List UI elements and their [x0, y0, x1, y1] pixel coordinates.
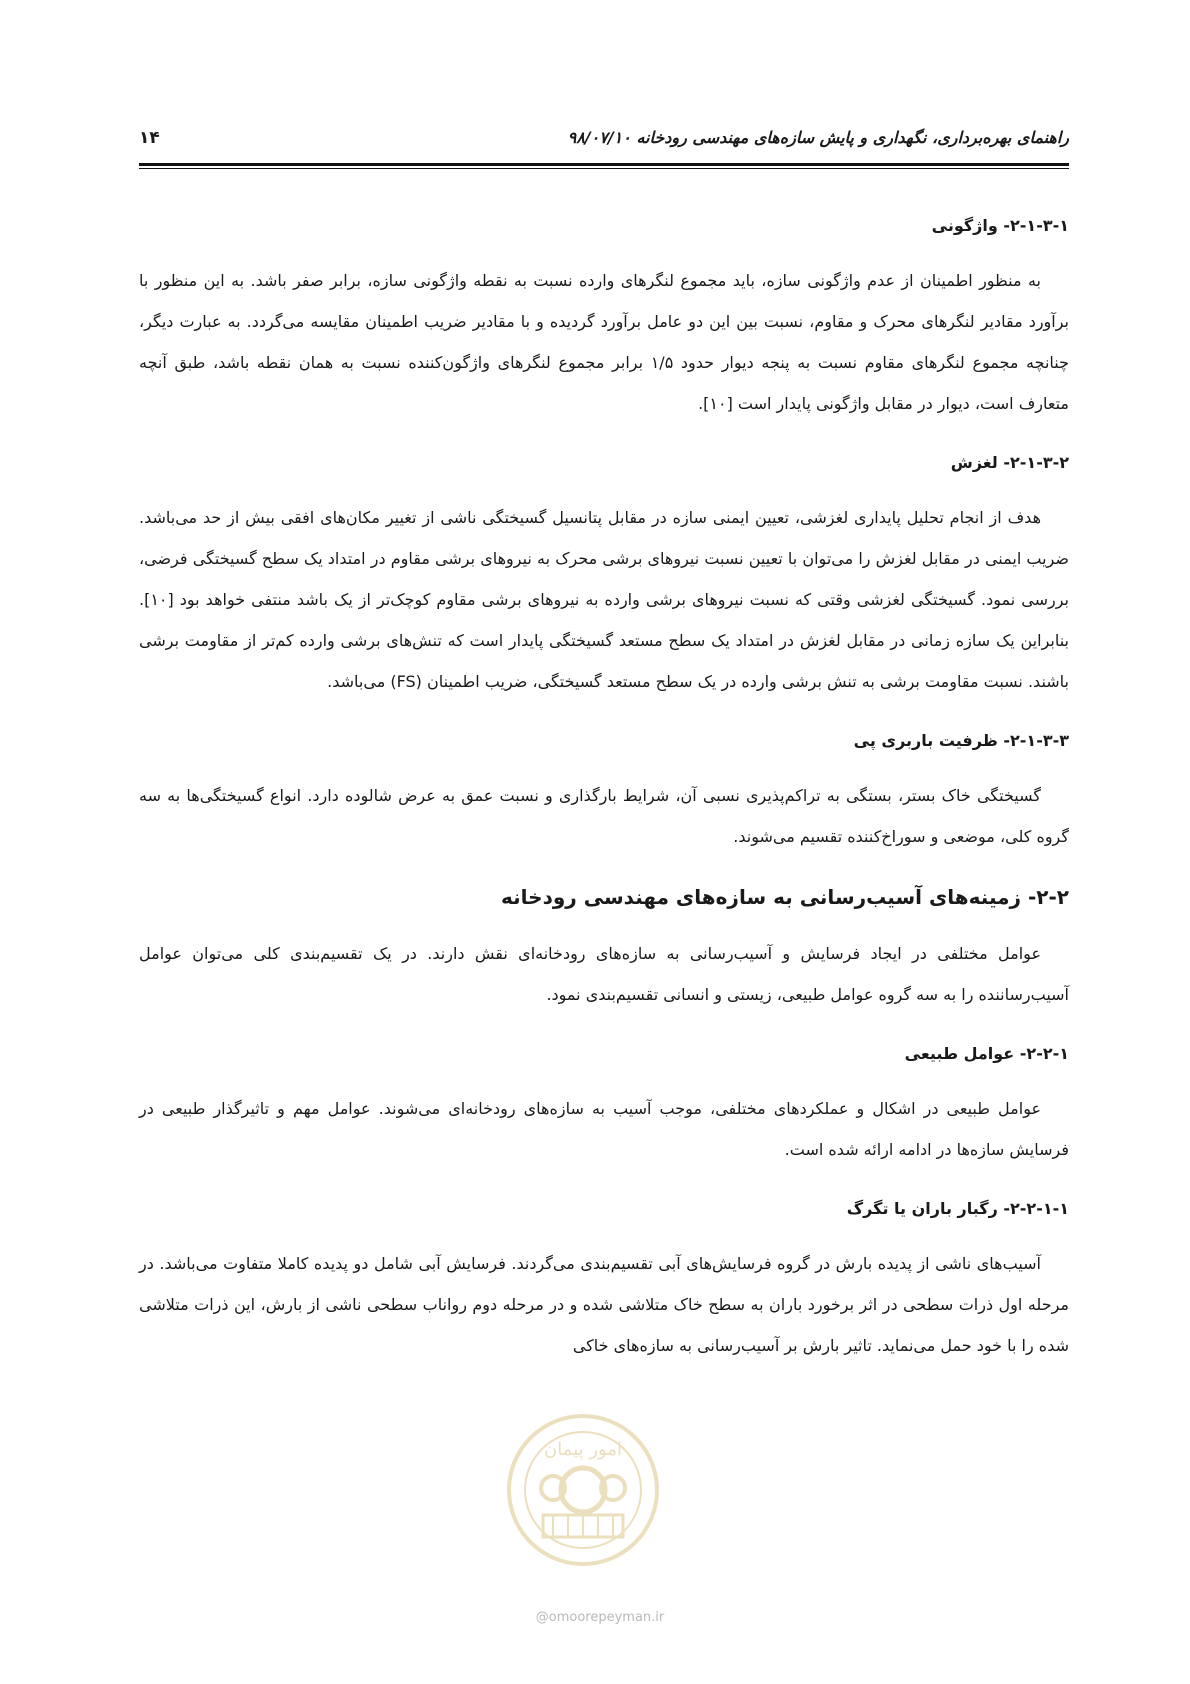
page-header — [139, 128, 1069, 162]
heading-overturning: ۲-۱-۳-۱- واژگونی — [931, 216, 1069, 235]
watermark-url: @omoorepeyman.ir — [535, 1610, 665, 1625]
stamp-text: امور پیمان — [544, 1439, 622, 1460]
page-body — [139, 205, 1069, 1366]
stamp-logo-icon — [498, 1410, 668, 1570]
heading-natural-factors: ۲-۲-۱- عوامل طبیعی — [904, 1044, 1069, 1063]
header-date: ۹۸/۰۷/۱۰ — [567, 128, 631, 147]
header-rule — [139, 163, 1069, 169]
paragraph-overturning: به منظور اطمینان از عدم واژگونی سازه، باید مجموع لنگرهای وارده نسبت به نقطه واژگونی سازه، برابر صفر باشد. به این منظور با برآورد مقادیر لنگرهای محرک و مقاوم، نسبت بین این دو عامل برآورد گردیده و با مقادیر ضریب اطمینان مقایسه می‌گردد. به عبارت دیگر، چنانچه مجموع لنگرهای مقاوم نسبت به پنجه دیوار حدود ۱/۵ برابر مجموع لنگرهای واژگون‌کننده نسبت به همان نقطه باشد، طبق آنچه متعارف است، دیوار در مقابل واژگونی پایدار است [۱۰]. — [139, 271, 1069, 413]
paragraph-bearing-capacity: گسیختگی خاک بستر، بستگی به تراکم‌پذیری نسبی آن، شرایط بارگذاری و نسبت عمق به عرض شالوده دارد. انواع گسیختگی‌ها به سه گروه کلی، موضعی و سوراخ‌کننده تقسیم می‌شوند. — [139, 786, 1069, 846]
paragraph-rain-hail: آسیب‌های ناشی از پدیده بارش در گروه فرسایش‌های آبی تقسیم‌بندی می‌گردند. فرسایش آبی شامل دو پدیده کاملا متفاوت می‌باشد. در مرحله اول ذرات سطحی در اثر برخورد باران به سطح خاک متلاشی شده و در مرحله دوم رواناب سطحی ناشی از بارش، این ذرات متلاشی شده را با خود حمل می‌نماید. تاثیر بارش بر آسیب‌رسانی به سازه‌های خاکی — [139, 1254, 1069, 1355]
page-number: ۱۴ — [139, 128, 160, 148]
heading-bearing-capacity: ۲-۱-۳-۳- ظرفیت باربری پی — [853, 731, 1069, 750]
header-title-block — [560, 128, 1069, 147]
heading-sliding: ۲-۱-۳-۲- لغزش — [950, 453, 1069, 472]
heading-rain-hail: ۲-۲-۱-۱- رگبار باران یا تگرگ — [846, 1199, 1069, 1218]
paragraph-natural-factors: عوامل طبیعی در اشکال و عملکردهای مختلفی، موجب آسیب به سازه‌های رودخانه‌ای می‌شوند. عوامل مهم و تاثیرگذار طبیعی در فرسایش سازه‌ها در ادامه ارائه شده است. — [139, 1099, 1069, 1159]
header-title: راهنمای بهره‌برداری، نگهداری و پایش سازه‌های مهندسی رودخانه — [636, 128, 1069, 147]
paragraph-damage-factors: عوامل مختلفی در ایجاد فرسایش و آسیب‌رسانی به سازه‌های رودخانه‌ای نقش دارند. در یک تقسیم‌بندی کلی می‌توان عوامل آسیب‌رساننده را به سه گروه عوامل طبیعی، زیستی و انسانی تقسیم‌بندی نمود. — [139, 944, 1069, 1004]
heading-damage-factors: ۲-۲- زمینه‌های آسیب‌رسانی به سازه‌های مهندسی رودخانه — [501, 885, 1069, 909]
paragraph-sliding: هدف از انجام تحلیل پایداری لغزشی، تعیین ایمنی سازه در مقابل پتانسیل گسیختگی ناشی از تغییر مکان‌های افقی بیش از حد می‌باشد. ضریب ایمنی در مقابل لغزش را می‌توان با تعیین نسبت نیروهای برشی محرک به نیروهای برشی مقاوم در امتداد یک سطح گسیختگی فرضی، بررسی نمود. گسیختگی لغزشی وقتی که نسبت نیروهای برشی وارده به نیروهای برشی مقاوم کوچک‌تر از یک باشد منتفی خواهد بود [۱۰]. بنابراین یک سازه زمانی در مقابل لغزش در امتداد یک سطح مستعد گسیختگی پایدار است که تنش‌های برشی وارده کم‌تر از مقاومت برشی باشند. نسبت مقاومت برشی به تنش برشی وارده در یک سطح مستعد گسیختگی، ضریب اطمینان (FS) می‌باشد. — [139, 508, 1069, 691]
